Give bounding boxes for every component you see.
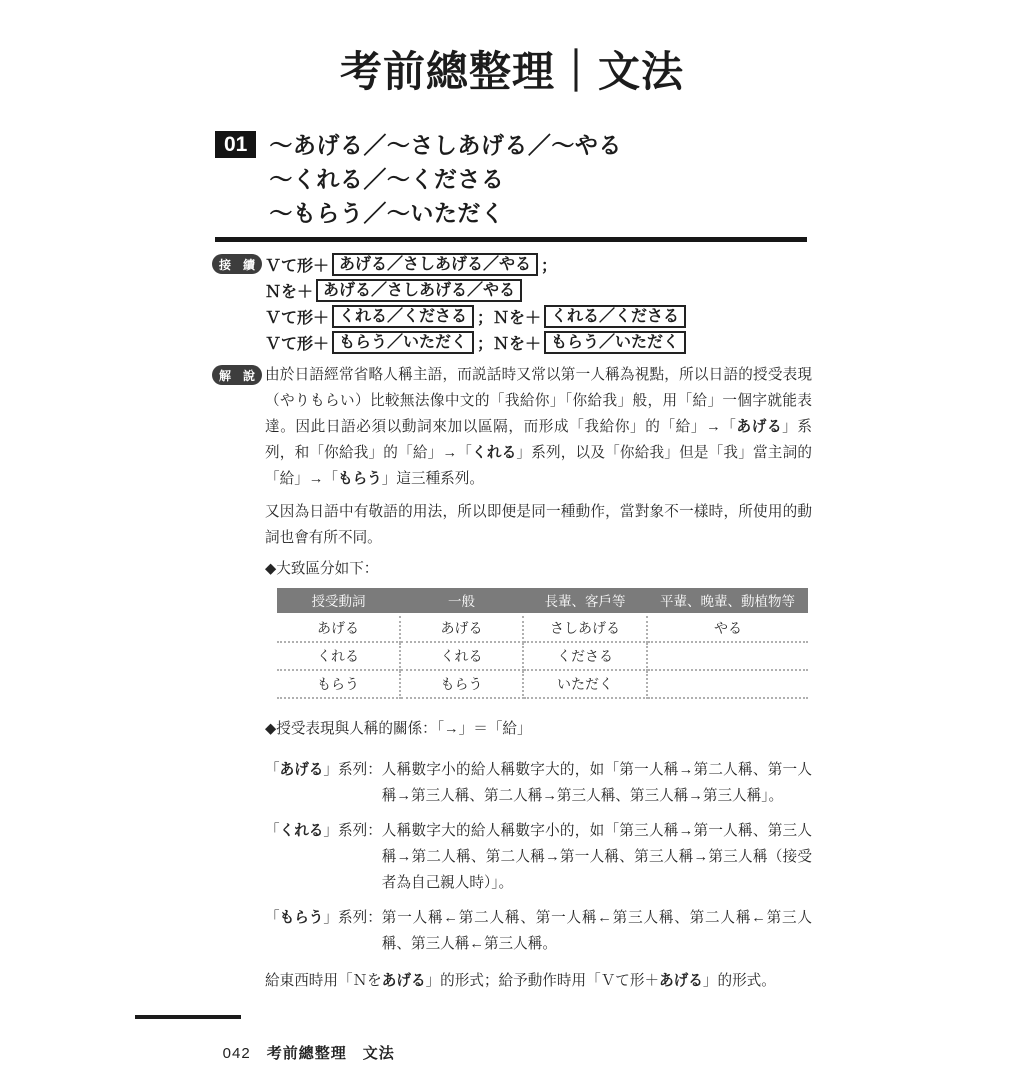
explanation-section (218, 362, 812, 994)
connection-content (265, 251, 812, 355)
grammar-box: あげる／さしあげる／やる (332, 253, 538, 276)
text-segment: 」系列，以及「你給我」但是「我」當主詞的「給」→「 (265, 445, 812, 487)
verb-comparison-table (277, 588, 808, 699)
text-segment: 由於日語經常省略人稱主語，而説話時又常以第一人稱為視點，所以日語的授受表現（やりもらい）比較無法像中文的「我給你」「你給我」般，用「給」一個字就能表達。因此日語必須以動詞來加以區隔，而形成「我給你」的「給」→「 (265, 367, 812, 435)
text-segment: ；Ｎを＋ (477, 309, 542, 327)
table-cell (647, 670, 808, 698)
text-segment: 」系列： (323, 910, 382, 926)
page-footer (206, 1025, 395, 1080)
footer-label: 考前總整理 文法 (266, 1045, 395, 1062)
table-row (277, 670, 808, 698)
grammar-box: くれる／くださる (544, 305, 686, 328)
text-segment: 「 (265, 823, 280, 839)
series-item-kureru (265, 818, 812, 896)
relation-note: ◆授受表現與人稱的關係：「→」＝「給」 (265, 721, 532, 737)
section-title (269, 128, 622, 230)
series-term (265, 818, 382, 896)
page-number: 042 (222, 1045, 251, 1062)
footer-rule (135, 1015, 241, 1019)
emphasized-word: もらう (279, 910, 324, 926)
connection-line-1 (265, 251, 812, 277)
section-title-line-1: ～あげる／～さしあげる／～やる (269, 132, 622, 158)
explanation-paragraph-1 (265, 362, 812, 492)
table-cell: くれる (277, 642, 400, 670)
table-cell: もらう (400, 670, 523, 698)
table-row (277, 642, 808, 670)
text-segment: 」系列，和「你給我」的「給」→「 (265, 419, 812, 461)
series-item-morau (265, 905, 812, 957)
section-title-line-3: ～もらう／～いただく (269, 200, 505, 226)
table-header-row (277, 588, 808, 614)
table-cell: あげる (400, 614, 523, 642)
emphasized-word: あげる (736, 419, 783, 435)
textbook-page (0, 46, 1024, 1070)
table-cell: もらう (277, 670, 400, 698)
series-description: 人稱數字大的給人稱數字小的，如「第三人稱→第一人稱、第三人稱→第二人稱、第二人稱→第一人稱、第三人稱→第三人稱（接受者為自己親人時）」。 (381, 823, 812, 891)
explanation-content (265, 362, 812, 994)
text-segment: 」系列： (323, 762, 382, 778)
table-header-cell: 長輩、客戶等 (523, 588, 647, 614)
text-segment: Ｖて形＋ (265, 335, 330, 353)
emphasized-word: あげる (381, 973, 426, 989)
text-segment: 」的形式；給予動作時用「Ｖて形＋ (425, 973, 660, 989)
emphasized-word: もらう (337, 471, 382, 487)
final-note (265, 968, 812, 994)
text-segment: 給東西時用「Ｎを (265, 973, 382, 989)
page-title: 考前總整理｜文法 (339, 48, 684, 95)
emphasized-word: くれる (472, 445, 517, 461)
emphasized-word: くれる (279, 823, 324, 839)
grammar-box: あげる／さしあげる／やる (316, 279, 522, 302)
text-segment: ； (541, 257, 558, 275)
table-row (277, 614, 808, 642)
section-number-badge: 01 (215, 131, 256, 158)
explanation-paragraph-2: 又因為日語中有敬語的用法，所以即便是同一種動作，當對象不一樣時，所使用的動詞也會有所不同。 (265, 504, 812, 546)
series-description: 第一人稱←第二人稱、第一人稱←第三人稱、第二人稱←第三人稱、第三人稱←第三人稱。 (381, 910, 812, 952)
connection-line-2 (265, 277, 812, 303)
text-segment: 「 (265, 762, 280, 778)
table-cell: くださる (523, 642, 647, 670)
table-cell: やる (647, 614, 808, 642)
table-cell: くれる (400, 642, 523, 670)
table-header-cell: 授受動詞 (277, 588, 400, 614)
text-segment: 」的形式。 (702, 973, 776, 989)
text-segment: Ｎを＋ (265, 283, 314, 301)
grammar-box: くれる／くださる (332, 305, 474, 328)
emphasized-word: あげる (659, 973, 703, 989)
series-item-ageru (265, 757, 812, 809)
text-segment: Ｖて形＋ (265, 257, 330, 275)
table-caption: ◆大致區分如下： (265, 561, 379, 577)
table-cell (647, 642, 808, 670)
series-term (265, 905, 382, 957)
connection-label-badge: 接 續 (212, 254, 262, 274)
text-segment: 」系列： (323, 823, 382, 839)
table-cell: さしあげる (523, 614, 647, 642)
connection-section (218, 251, 812, 355)
connection-line-4 (265, 329, 812, 355)
text-segment: ；Ｎを＋ (477, 335, 542, 353)
emphasized-word: あげる (279, 762, 324, 778)
table-header-cell: 一般 (400, 588, 523, 614)
connection-line-3 (265, 303, 812, 329)
table-header-cell: 平輩、晚輩、動植物等 (647, 588, 808, 614)
grammar-box: もらう／いただく (544, 331, 686, 354)
explanation-label-badge: 解 說 (212, 365, 262, 385)
section-title-line-2: ～くれる／～くださる (269, 166, 505, 192)
series-term (265, 757, 382, 809)
table-cell: あげる (277, 614, 400, 642)
text-segment: 」這三種系列。 (381, 471, 484, 487)
table-cell: いただく (523, 670, 647, 698)
text-segment: 「 (265, 910, 280, 926)
grammar-box: もらう／いただく (332, 331, 474, 354)
series-description: 人稱數字小的給人稱數字大的，如「第一人稱→第二人稱、第一人稱→第三人稱、第二人稱→第三人稱、第三人稱→第三人稱」。 (381, 762, 812, 804)
text-segment: Ｖて形＋ (265, 309, 330, 327)
section-heading (215, 128, 807, 242)
